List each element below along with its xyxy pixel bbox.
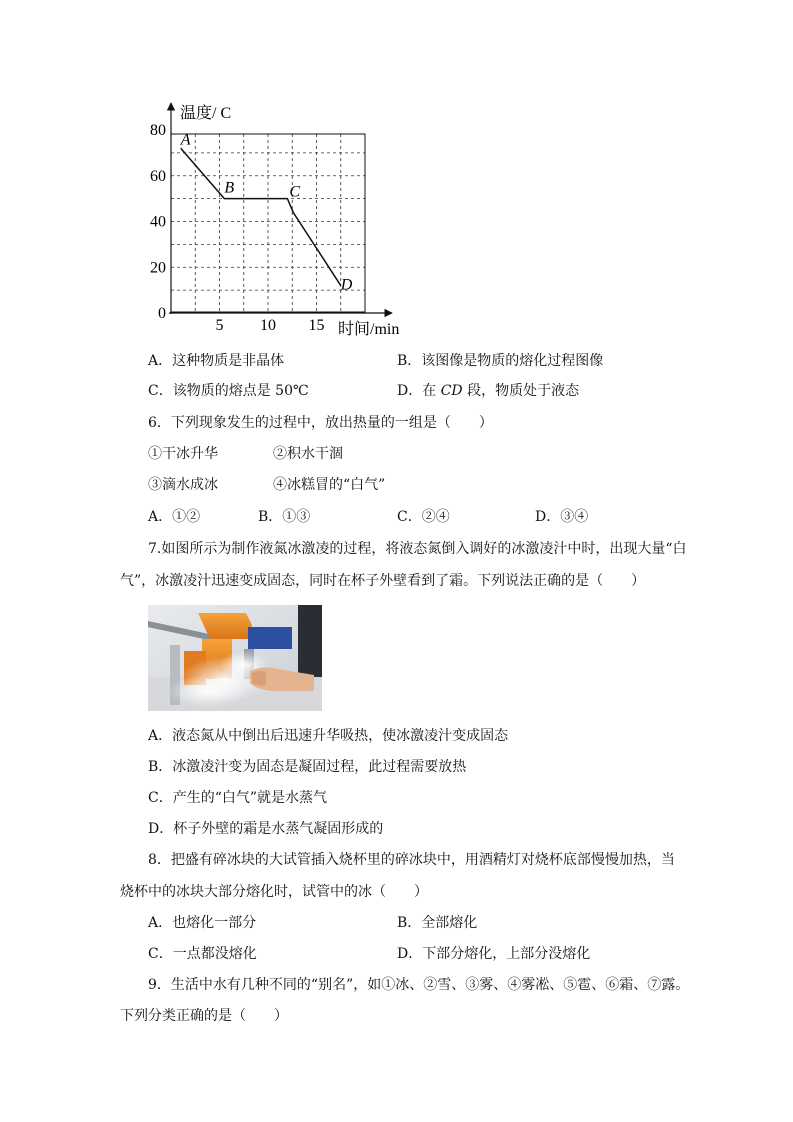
q5-option-d: [397, 382, 579, 400]
point-label-c: C: [289, 183, 301, 201]
y-tick-label: 20: [150, 259, 166, 277]
point-label-a: A: [180, 131, 191, 149]
x-tick-label: 10: [260, 317, 276, 334]
q6-item-2: ②积水干涸: [273, 446, 343, 462]
q6-option-d: D．③④: [535, 509, 589, 525]
q7-stem-line1: 7.如图所示为制作液氮冰激凌的过程，将液态氮倒入调好的冰激凌汁中时，出现大量“白: [148, 541, 687, 557]
x-axis-label: 时间/min: [338, 321, 400, 338]
liquid-nitrogen-ice-cream-photo: [148, 605, 322, 711]
q8-stem-line1: 8．把盛有碎冰块的大试管插入烧杯里的碎冰块中，用酒精灯对烧杯底部慢慢加热，当: [148, 852, 675, 868]
temperature-line: [181, 148, 341, 285]
y-tick-label: 40: [150, 213, 166, 231]
x-tick-label: 5: [215, 317, 224, 334]
y-tick-label: 80: [150, 122, 166, 139]
q9-stem-line1: 9．生活中水有几种不同的“别名”，如①冰、②雪、③雾、④雾凇、⑤雹、⑥霜、⑦露。: [148, 977, 690, 993]
temperature-time-chart: [140, 95, 420, 345]
y-axis-label: 温度/ C: [180, 105, 232, 122]
q9-stem-line2: 下列分类正确的是（ ）: [120, 1008, 288, 1024]
q5-option-a: A．这种物质是非晶体: [148, 353, 285, 369]
y-tick-label: 60: [150, 167, 166, 185]
q8-option-b: B．全部熔化: [397, 915, 478, 931]
q6-item-1: ①干冰升华: [148, 446, 218, 462]
q5-d-prefix: D．在: [397, 383, 441, 399]
q6-option-a: A．①②: [148, 509, 201, 525]
q5-option-c: C．该物质的熔点是 50℃: [148, 383, 309, 399]
q5-d-segment: CD: [440, 383, 463, 399]
q6-option-c: C．②④: [397, 509, 450, 525]
x-tick-label: 15: [308, 317, 325, 334]
q7-option-b: B．冰激凌汁变为固态是凝固过程，此过程需要放热: [148, 759, 467, 775]
q8-option-c: C．一点都没熔化: [148, 946, 257, 962]
point-label-b: B: [224, 179, 235, 197]
q7-stem-line2: 气”，冰激凌汁迅速变成固态，同时在杯子外壁看到了霜。下列说法正确的是（ ）: [120, 573, 646, 589]
q5-option-b: B．该图像是物质的熔化过程图像: [397, 353, 604, 369]
q6-item-4: ④冰糕冒的“白气”: [273, 477, 386, 493]
chart-grid: [171, 134, 365, 313]
q6-stem: 6．下列现象发生的过程中，放出热量的一组是（ ）: [148, 415, 493, 431]
point-label-d: D: [340, 276, 353, 294]
q6-option-b: B．①③: [258, 509, 311, 525]
q7-option-a: A．液态氮从中倒出后迅速升华吸热，使冰激凌汁变成固态: [148, 728, 509, 744]
q8-option-d: D．下部分熔化，上部分没熔化: [397, 946, 591, 962]
q6-item-3: ③滴水成冰: [148, 477, 218, 493]
q8-stem-line2: 烧杯中的冰块大部分熔化时，试管中的冰（ ）: [120, 884, 428, 900]
y-tick-label: 0: [158, 305, 166, 322]
q5-d-suffix: 段，物质处于液态: [462, 383, 580, 399]
q8-option-a: A．也熔化一部分: [148, 915, 257, 931]
q7-option-c: C．产生的“白气”就是水蒸气: [148, 790, 328, 806]
q7-option-d: D．杯子外壁的霜是水蒸气凝固形成的: [148, 821, 384, 837]
